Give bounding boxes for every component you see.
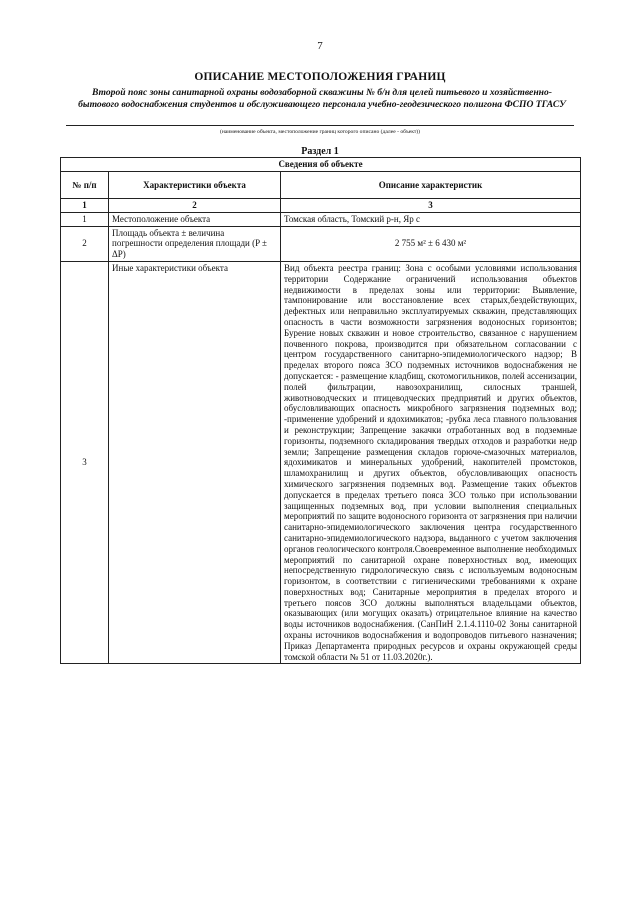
row-description: Вид объекта реестра границ: Зона с особыми условиями использования территории Содержание ограничений использования объектов недвижимости в пределах зоны или территории: Выявление, тампонирование или восстановление всех старых,бездействующих, дефектных или неправильно эксплуатируемых скважин, представляющих опасность в части возможности загрязнения водоносных горизонтов; Бурение новых скважин и новое строительство, связанное с нарушением почвенного покрова, производится при обязательном согласовании с центром государственного санитарно-эпидемиологического надзор; В пределах второго пояса ЗСО подземных источников водоснабжения не допускается: - размещение кладбищ, скотомогильников, полей ассенизации, полей фильтрации, навозохранилищ, силосных траншей, животноводческих и птицеводческих предприятий и других объектов, обусловливающих опасность микробного загрязнения подземных вод; -применение удобрений и ядохимикатов; -рубка леса главного пользования и реконструкции; Запрещение закачки отработанных вод в подземные горизонты, подземного складирования твердых отходов и разработки недр земли; Запрещение размещения складов горюче-смазочных материалов, ядохимикатов и минеральных удобрений, накопителей промстоков, шламохранилищ и других объектов, обусловливающих опасность химического загрязнения подземных вод. Размещение таких объектов допускается в пределах третьего пояса ЗСО только при использовании защищенных подземных вод, при условии выполнения специальных мероприятий по защите водоносного горизонта от загрязнения при наличии санитарно-эпидемиологического заключения центра государственного санитарно-эпидемиологического надзора, выданного с учетом заключения органов геологического контроля.Своевременное выполнение необходимых мероприятий по санитарной охране поверхностных вод, имеющих непосредственную гидрологическую связь с используемым водоносным горизонтом, в соответствии с гигиеническими требованиями к охране поверхностных вод; Санитарные мероприятия в пределах второго и третьего поясов ЗСО должны выполняться владельцами объектов, оказывающих (или могущих оказать) отрицательное влияние на качество воды источников водоснабжения. (СанПиН 2.1.4.1110-02 Зоны санитарной охраны источников водоснабжения и водопроводов питьевого назначения; Приказ Департамента природных ресурсов и охраны окружающей среды томской области № 51 от 11.03.2020г.). [281, 261, 581, 663]
rule-caption: (наименование объекта, местоположение границ которого описано (далее - объект)) [219, 129, 421, 135]
header-number: № п/п [61, 172, 109, 199]
header-characteristic: Характеристики объекта [109, 172, 281, 199]
row-characteristic: Иные характеристики объекта [109, 261, 281, 663]
column-number-2: 2 [109, 199, 281, 213]
row-number: 2 [61, 226, 109, 261]
row-characteristic: Площадь объекта ± величина погрешности определения площади (P ± ΔP) [109, 226, 281, 261]
row-number: 3 [61, 261, 109, 663]
title-rule [66, 125, 574, 126]
row-number: 1 [61, 212, 109, 226]
column-number-1: 1 [61, 199, 109, 213]
header-description: Описание характеристик [281, 172, 581, 199]
table-row [61, 212, 581, 226]
table-caption: Сведения об объекте [61, 158, 581, 172]
table-caption-row [61, 158, 581, 172]
object-info-table [60, 157, 581, 664]
section-title: Раздел 1 [301, 146, 339, 157]
document-subtitle: Второй пояс зоны санитарной охраны водозаборной скважины № б/н для целей питьевого и хозяйственно-бытового водоснабжения студентов и обслуживающего персонала учебно-геодезического полигона ФСПО ТГАСУ [78, 87, 566, 110]
table-header-row [61, 172, 581, 199]
column-number-row [61, 199, 581, 213]
row-description: 2 755 м² ± 6 430 м² [281, 226, 581, 261]
table-row [61, 261, 581, 663]
table-row [61, 226, 581, 261]
column-number-3: 3 [281, 199, 581, 213]
row-description: Томская область, Томский р-н, Яр с [281, 212, 581, 226]
document-title: ОПИСАНИЕ МЕСТОПОЛОЖЕНИЯ ГРАНИЦ [194, 71, 446, 83]
row-characteristic: Местоположение объекта [109, 212, 281, 226]
page-number: 7 [317, 40, 323, 52]
